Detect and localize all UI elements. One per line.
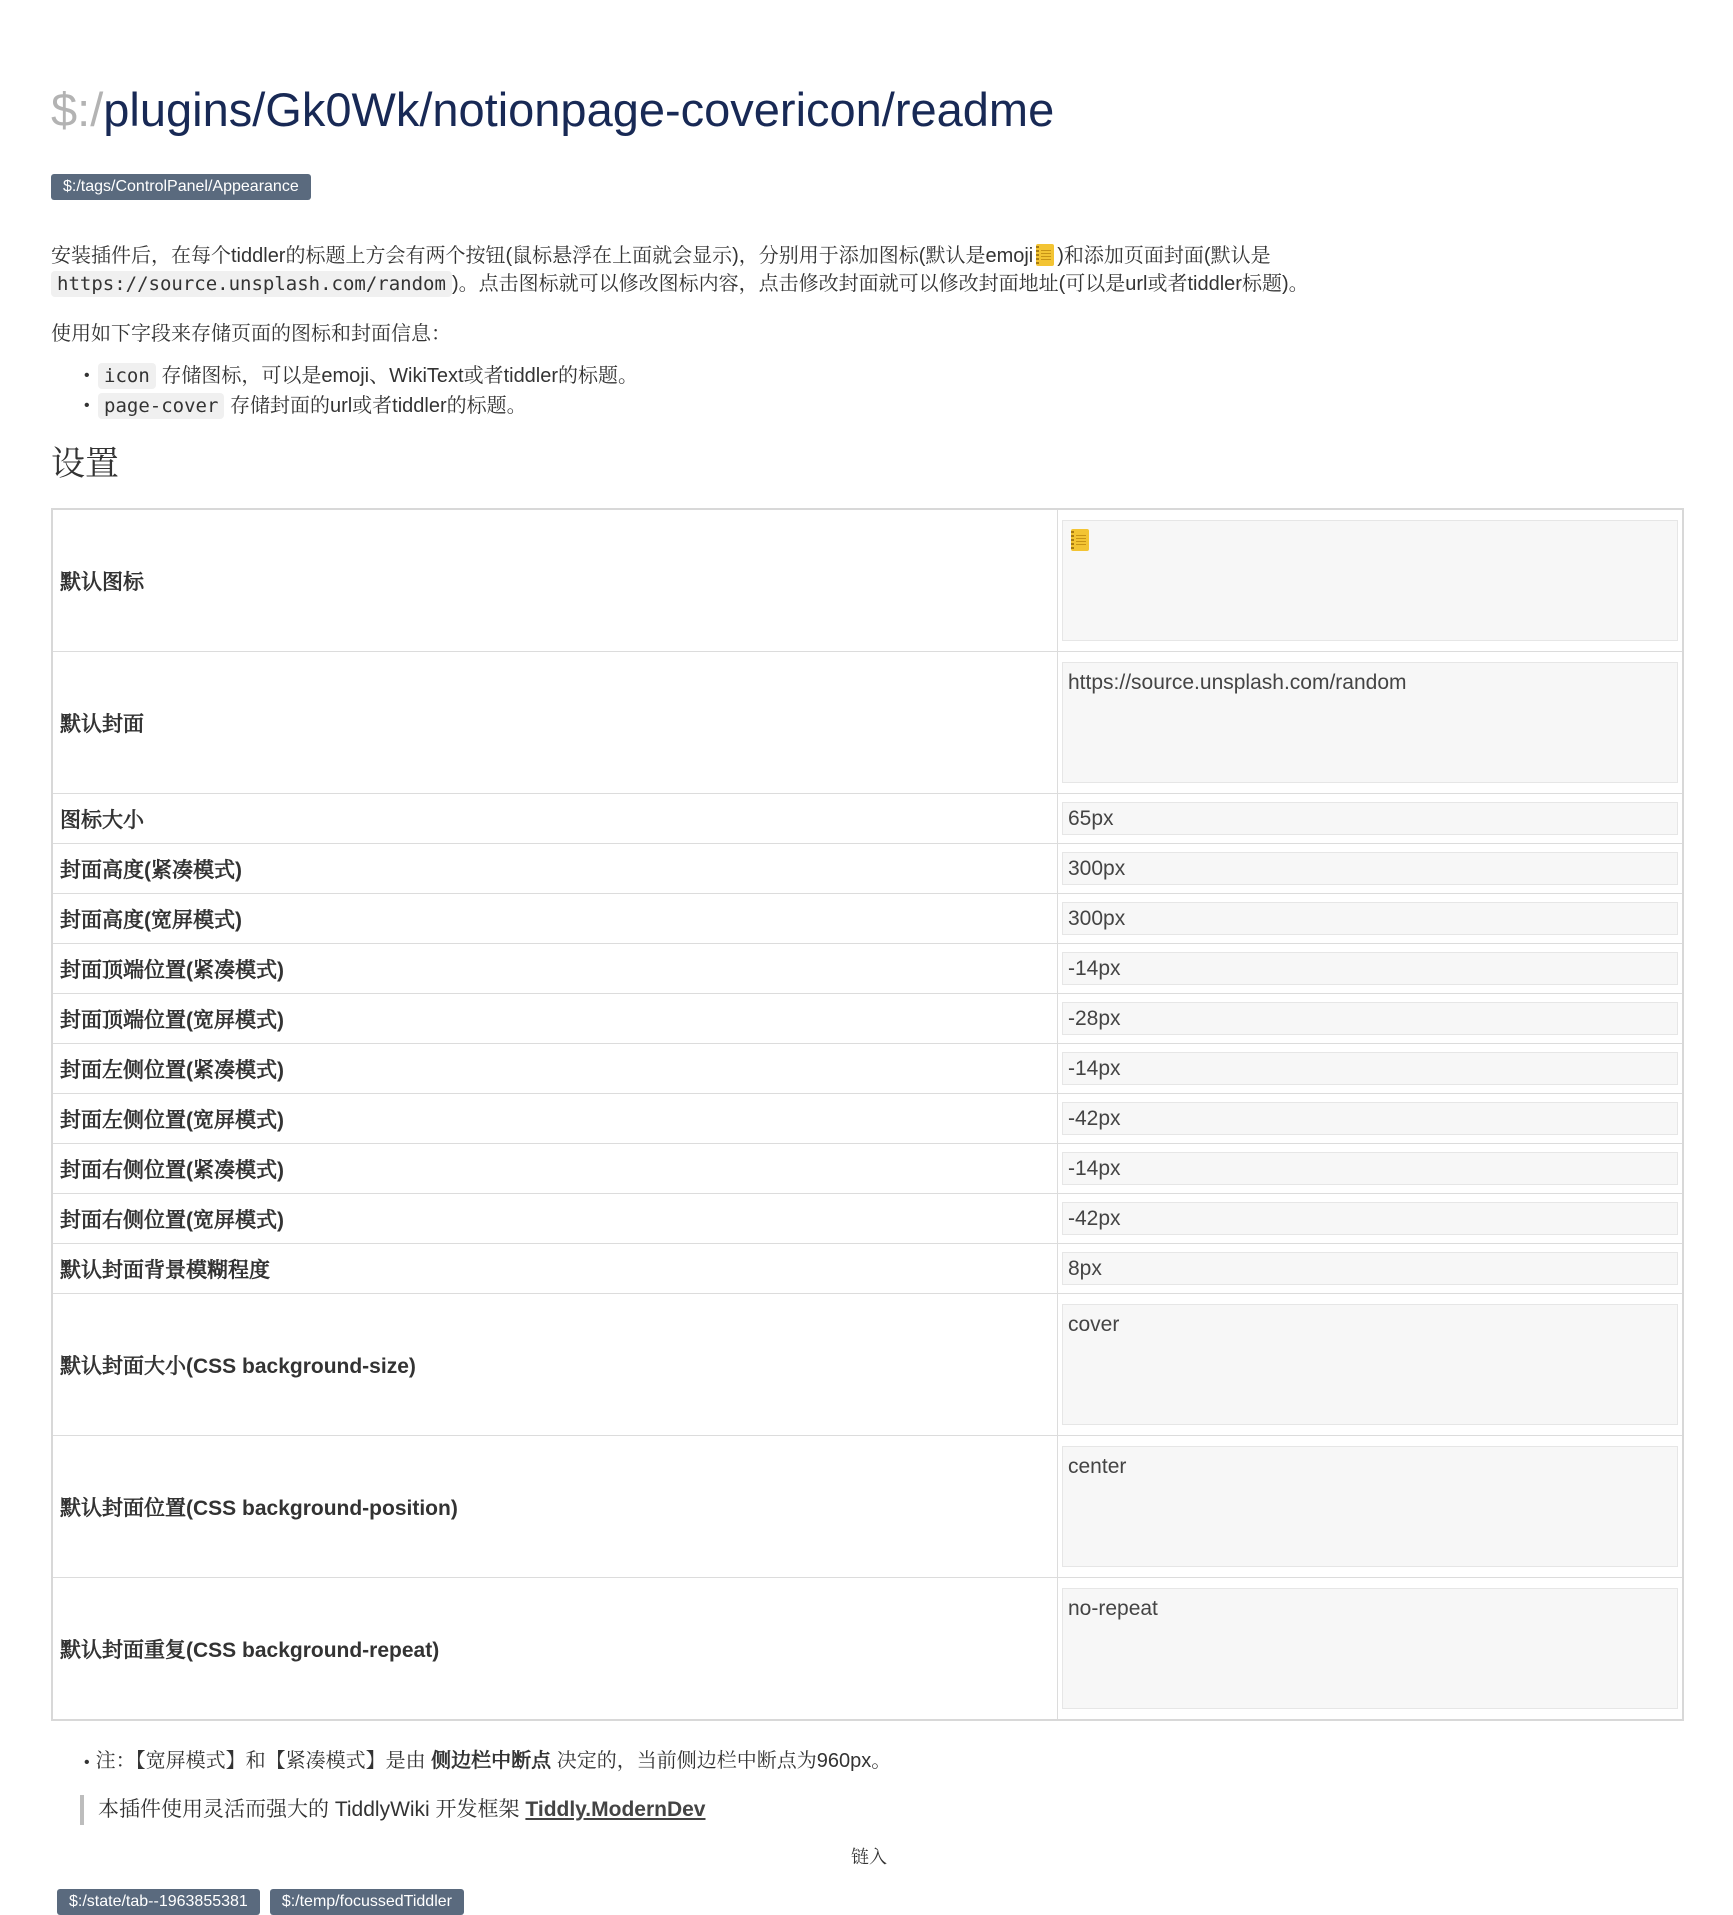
note-text-after: 决定的，当前侧边栏中断点为960px。 <box>556 1750 892 1772</box>
backlinks-label: 链入 <box>851 1847 887 1867</box>
breakpoint-note <box>51 1747 1687 1777</box>
setting-value-cell <box>1058 794 1684 844</box>
framework-link[interactable]: Tiddly.ModernDev <box>525 1798 706 1821</box>
tag-list <box>51 174 1687 200</box>
settings-row <box>52 894 1683 944</box>
setting-value-cell <box>1058 1436 1684 1578</box>
settings-row <box>52 1044 1683 1094</box>
fields-list <box>51 362 1687 420</box>
field-code-icon: icon <box>98 363 156 389</box>
setting-label: 封面右侧位置(紧凑模式) <box>52 1144 1058 1194</box>
fields-intro: 使用如下字段来存储页面的图标和封面信息： <box>51 323 451 345</box>
setting-input[interactable]: no-repeat <box>1062 1588 1678 1709</box>
settings-row <box>52 1094 1683 1144</box>
tag-pill[interactable]: $:/tags/ControlPanel/Appearance <box>51 174 311 200</box>
setting-label: 封面右侧位置(宽屏模式) <box>52 1194 1058 1244</box>
tiddler-title <box>51 0 1687 138</box>
default-cover-code: https://source.unsplash.com/random <box>51 271 452 297</box>
quote-text: 本插件使用灵活而强大的 TiddlyWiki 开发框架 <box>98 1798 520 1821</box>
title-path: plugins/Gk0Wk/notionpage-covericon/readme <box>103 83 1055 136</box>
setting-label: 默认封面 <box>52 652 1058 794</box>
setting-value-cell <box>1058 994 1684 1044</box>
settings-row <box>52 652 1683 794</box>
settings-row <box>52 994 1683 1044</box>
setting-input[interactable]: -28px <box>1062 1002 1678 1035</box>
bottom-tag-list <box>51 1889 1687 1915</box>
setting-value-cell <box>1058 1094 1684 1144</box>
setting-input[interactable]: https://source.unsplash.com/random <box>1062 662 1678 783</box>
field-code-page-cover: page-cover <box>98 393 224 419</box>
framework-quote <box>80 1795 1687 1825</box>
settings-row <box>52 509 1683 652</box>
field-desc: 存储图标，可以是emoji、WikiText或者tiddler的标题。 <box>161 365 639 387</box>
setting-label: 图标大小 <box>52 794 1058 844</box>
setting-label: 默认图标 <box>52 509 1058 652</box>
setting-input[interactable]: -14px <box>1062 952 1678 985</box>
tag-pill[interactable]: $:/temp/focussedTiddler <box>270 1889 464 1915</box>
setting-input[interactable]: -42px <box>1062 1202 1678 1235</box>
setting-input[interactable]: -14px <box>1062 1152 1678 1185</box>
notebook-emoji-icon <box>1036 244 1054 266</box>
settings-row <box>52 1144 1683 1194</box>
title-prefix: $:/ <box>51 83 104 136</box>
tiddler <box>51 0 1687 1915</box>
note-text-before: 注：【宽屏模式】和【紧凑模式】是由 <box>95 1750 426 1772</box>
setting-label: 封面左侧位置(宽屏模式) <box>52 1094 1058 1144</box>
bullet: • <box>84 1754 90 1771</box>
setting-label: 封面左侧位置(紧凑模式) <box>52 1044 1058 1094</box>
setting-value-cell <box>1058 1294 1684 1436</box>
settings-row <box>52 1294 1683 1436</box>
setting-input[interactable]: 300px <box>1062 902 1678 935</box>
notebook-emoji-icon <box>1071 529 1089 551</box>
list-item <box>84 362 1687 390</box>
setting-input[interactable]: 65px <box>1062 802 1678 835</box>
setting-value-cell <box>1058 1194 1684 1244</box>
intro-text-2: )和添加页面封面(默认是 <box>1057 245 1271 267</box>
setting-input[interactable]: center <box>1062 1446 1678 1567</box>
note-bold: 侧边栏中断点 <box>431 1750 552 1772</box>
setting-input[interactable]: 300px <box>1062 852 1678 885</box>
setting-value-cell <box>1058 1244 1684 1294</box>
setting-label: 封面高度(紧凑模式) <box>52 844 1058 894</box>
tag-pill[interactable]: $:/state/tab--1963855381 <box>57 1889 260 1915</box>
settings-row <box>52 794 1683 844</box>
setting-label: 封面高度(宽屏模式) <box>52 894 1058 944</box>
setting-label: 默认封面重复(CSS background-repeat) <box>52 1578 1058 1721</box>
setting-input[interactable] <box>1062 520 1678 641</box>
settings-row <box>52 1578 1683 1721</box>
intro-text-3: )。点击图标就可以修改图标内容，点击修改封面就可以修改封面地址(可以是url或者tiddler标题)。 <box>451 273 1309 295</box>
setting-label: 封面顶端位置(宽屏模式) <box>52 994 1058 1044</box>
setting-label: 默认封面大小(CSS background-size) <box>52 1294 1058 1436</box>
setting-input[interactable]: -14px <box>1062 1052 1678 1085</box>
setting-label: 默认封面背景模糊程度 <box>52 1244 1058 1294</box>
setting-label: 封面顶端位置(紧凑模式) <box>52 944 1058 994</box>
setting-input[interactable]: -42px <box>1062 1102 1678 1135</box>
setting-value-cell <box>1058 509 1684 652</box>
setting-value-cell <box>1058 844 1684 894</box>
list-item <box>84 392 1687 420</box>
settings-table <box>51 508 1684 1721</box>
setting-value-cell <box>1058 1044 1684 1094</box>
settings-row <box>52 944 1683 994</box>
settings-row <box>52 1244 1683 1294</box>
setting-value-cell <box>1058 894 1684 944</box>
intro-paragraph <box>51 242 1687 298</box>
setting-label: 默认封面位置(CSS background-position) <box>52 1436 1058 1578</box>
intro-text-1: 安装插件后，在每个tiddler的标题上方会有两个按钮(鼠标悬浮在上面就会显示)，分别用于添加图标(默认是emoji <box>51 245 1034 267</box>
settings-row <box>52 1436 1683 1578</box>
setting-value-cell <box>1058 1578 1684 1721</box>
setting-input[interactable]: cover <box>1062 1304 1678 1425</box>
settings-heading: 设置 <box>51 445 119 483</box>
field-desc: 存储封面的url或者tiddler的标题。 <box>229 395 527 417</box>
setting-input[interactable]: 8px <box>1062 1252 1678 1285</box>
settings-row <box>52 1194 1683 1244</box>
settings-row <box>52 844 1683 894</box>
setting-value-cell <box>1058 652 1684 794</box>
setting-value-cell <box>1058 944 1684 994</box>
setting-value-cell <box>1058 1144 1684 1194</box>
